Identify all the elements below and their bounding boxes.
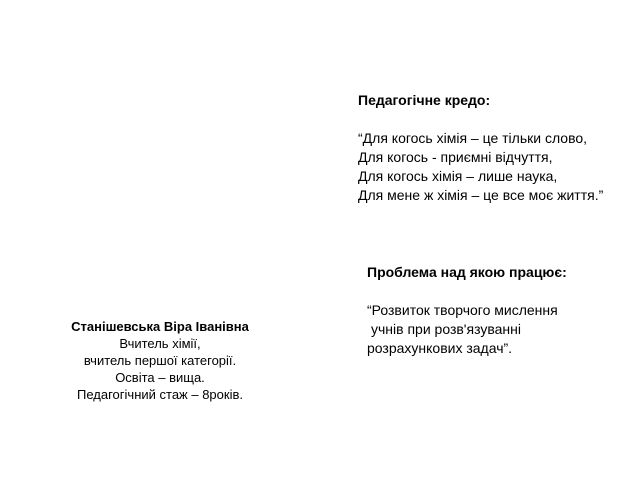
credo-spacer [358, 110, 640, 129]
problem-line: учнів при розв'язуванні [371, 321, 521, 337]
teacher-name: Станішевська Віра Іванівна [71, 319, 249, 334]
credo-line: “Для когось хімія – це тільки слово, [358, 130, 588, 146]
problem-spacer [367, 282, 567, 301]
problem-heading: Проблема над якою працює: [367, 264, 567, 280]
problem-block [367, 263, 567, 358]
credo-line: Для мене ж хімія – це все моє життя.” [358, 187, 604, 203]
credo-line: Для когось - приємні відчуття, [358, 149, 553, 165]
teacher-info-line: вчитель першої категорії. [83, 353, 237, 368]
credo-line: Для когось хімія – лише наука, [358, 168, 558, 184]
problem-line: розрахункових задач”. [367, 340, 513, 356]
teacher-info-line: Вчитель хімії, [119, 336, 201, 351]
teacher-info-line: Освіта – вища. [115, 370, 205, 385]
credo-heading: Педагогічне кредо: [358, 92, 491, 108]
teacher-info-line: Педагогічний стаж – 8років. [77, 387, 243, 402]
teacher-info-block [40, 318, 280, 403]
problem-line: “Розвиток творчого мислення [367, 302, 558, 318]
credo-block [358, 91, 640, 205]
